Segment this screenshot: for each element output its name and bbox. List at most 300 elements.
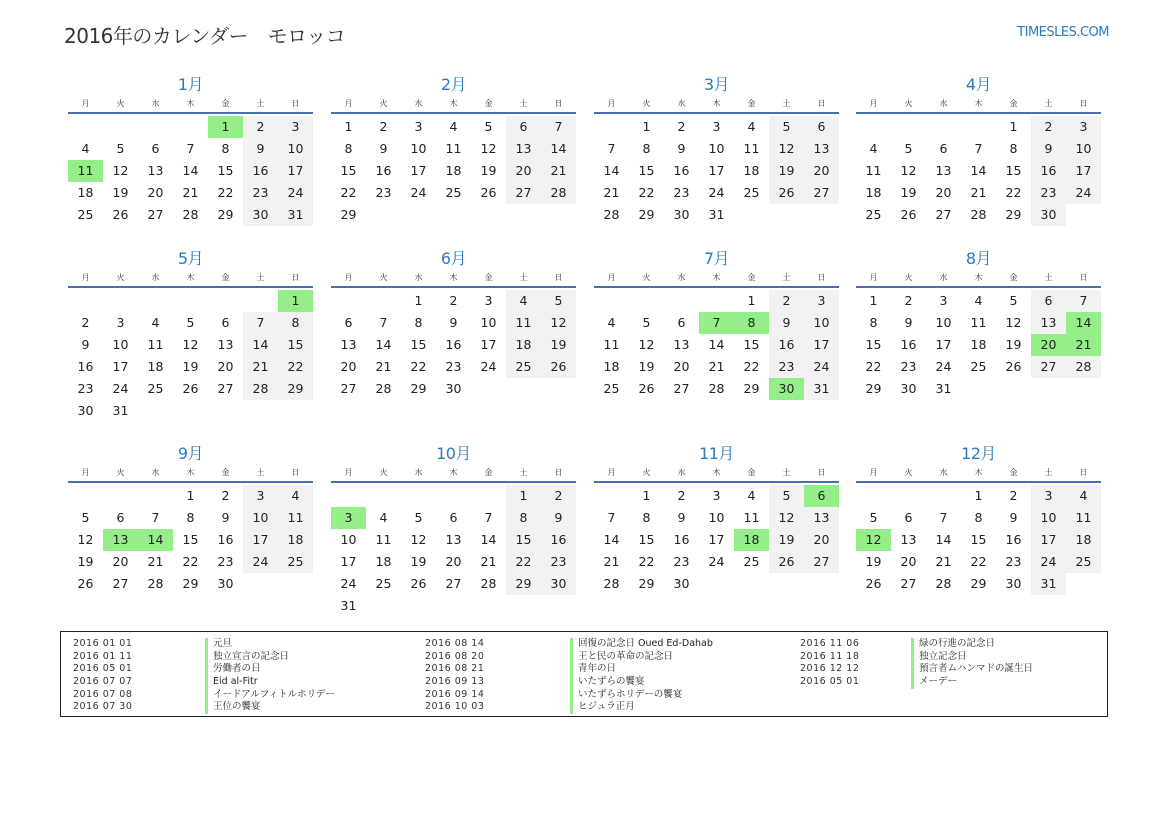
holiday-day-cell: 3 xyxy=(331,507,366,529)
weekend-day-cell: 27 xyxy=(1031,356,1066,378)
week-row xyxy=(856,356,1101,378)
day-cell: 29 xyxy=(865,381,882,396)
holiday-day-cell: 8 xyxy=(734,312,769,334)
day-cell: 12 xyxy=(480,141,497,156)
weekend-day-cell: 2 xyxy=(541,485,576,507)
empty-day-cell xyxy=(401,204,436,226)
day-cell: 20 xyxy=(900,554,917,569)
day-cell: 4 xyxy=(81,141,90,156)
empty-day-cell xyxy=(1066,204,1101,226)
weekday-header xyxy=(68,270,313,288)
day-cell: 16 xyxy=(900,337,917,352)
holiday-day-cell: 11 xyxy=(68,160,103,182)
empty-day-cell xyxy=(68,290,103,312)
empty-day-cell xyxy=(506,204,541,226)
week-row xyxy=(594,485,839,507)
day-cell: 4 xyxy=(607,315,616,330)
empty-day-cell xyxy=(138,400,173,422)
day-cell: 27 xyxy=(935,207,952,222)
day-cell: 17 xyxy=(708,163,725,178)
week-row xyxy=(856,182,1101,204)
weekday-label: 月 xyxy=(607,98,616,108)
day-cell: 6 xyxy=(449,510,458,525)
weekday-label: 月 xyxy=(869,467,878,477)
weekend-day-cell: 23 xyxy=(541,551,576,573)
weekday-label: 金 xyxy=(747,272,756,282)
weekend-day-cell: 11 xyxy=(1066,507,1101,529)
day-cell: 28 xyxy=(970,207,987,222)
day-cell: 29 xyxy=(182,576,199,591)
day-cell: 21 xyxy=(970,185,987,200)
weekday-header xyxy=(856,96,1101,114)
weekend-day-cell: 11 xyxy=(278,507,313,529)
weekday-label: 金 xyxy=(221,98,230,108)
holiday-date: 2016 09 13 xyxy=(425,676,485,688)
empty-day-cell xyxy=(436,595,471,617)
day-cell: 14 xyxy=(603,163,620,178)
day-cell: 9 xyxy=(677,510,686,525)
day-cell: 23 xyxy=(217,554,234,569)
empty-day-cell xyxy=(208,290,243,312)
weekday-label: 木 xyxy=(974,272,983,282)
empty-day-cell xyxy=(1031,378,1066,400)
empty-day-cell xyxy=(243,573,278,595)
day-cell: 19 xyxy=(77,554,94,569)
empty-day-cell xyxy=(366,290,401,312)
week-row xyxy=(594,160,839,182)
holiday-date: 2016 11 06 xyxy=(800,638,860,649)
weekend-day-cell: 19 xyxy=(769,160,804,182)
weekday-label: 月 xyxy=(81,467,90,477)
day-cell: 9 xyxy=(81,337,90,352)
day-cell: 1 xyxy=(642,119,651,134)
day-cell: 6 xyxy=(677,315,686,330)
day-cell: 8 xyxy=(1009,141,1018,156)
weekend-day-cell: 24 xyxy=(804,356,839,378)
day-cell: 27 xyxy=(217,381,234,396)
week-row xyxy=(331,204,576,226)
day-cell: 7 xyxy=(939,510,948,525)
day-cell: 25 xyxy=(865,207,882,222)
week-row xyxy=(856,204,1101,226)
weekday-label: 土 xyxy=(782,98,791,108)
empty-day-cell xyxy=(471,485,506,507)
week-row xyxy=(856,507,1101,529)
weekday-label: 木 xyxy=(449,467,458,477)
day-cell: 30 xyxy=(445,381,462,396)
holiday-date: 2016 07 07 xyxy=(73,676,133,688)
day-cell: 20 xyxy=(673,359,690,374)
weekend-day-cell: 9 xyxy=(769,312,804,334)
empty-day-cell xyxy=(629,290,664,312)
weekend-day-cell: 26 xyxy=(769,551,804,573)
day-cell: 19 xyxy=(480,163,497,178)
weekday-header xyxy=(856,465,1101,483)
weekend-day-cell: 15 xyxy=(278,334,313,356)
day-cell: 16 xyxy=(217,532,234,547)
weekday-label: 水 xyxy=(939,467,948,477)
weekday-label: 土 xyxy=(1044,98,1053,108)
weekend-day-cell: 27 xyxy=(804,182,839,204)
day-cell: 14 xyxy=(375,337,392,352)
day-cell: 11 xyxy=(375,532,392,547)
day-cell: 26 xyxy=(410,576,427,591)
weekday-label: 水 xyxy=(677,98,686,108)
day-cell: 9 xyxy=(677,141,686,156)
day-cell: 29 xyxy=(410,381,427,396)
day-cell: 28 xyxy=(480,576,497,591)
weekend-day-cell: 29 xyxy=(278,378,313,400)
weekday-header xyxy=(68,465,313,483)
empty-day-cell xyxy=(961,116,996,138)
day-cell: 8 xyxy=(642,141,651,156)
day-cell: 12 xyxy=(638,337,655,352)
holiday-day-cell: 6 xyxy=(804,485,839,507)
day-cell: 14 xyxy=(935,532,952,547)
weekend-day-cell: 3 xyxy=(1031,485,1066,507)
day-cell: 12 xyxy=(1005,315,1022,330)
month-name: 5月 xyxy=(177,249,204,268)
empty-day-cell xyxy=(664,290,699,312)
weekend-day-cell: 4 xyxy=(506,290,541,312)
week-row xyxy=(594,573,839,595)
day-cell: 19 xyxy=(410,554,427,569)
day-cell: 27 xyxy=(445,576,462,591)
weekend-day-cell: 17 xyxy=(243,529,278,551)
day-cell: 9 xyxy=(221,510,230,525)
week-row xyxy=(331,116,576,138)
day-cell: 26 xyxy=(865,576,882,591)
empty-day-cell xyxy=(243,400,278,422)
day-cell: 31 xyxy=(340,598,357,613)
month-name: 7月 xyxy=(703,249,730,268)
weekday-label: 土 xyxy=(1044,467,1053,477)
week-row xyxy=(331,529,576,551)
week-row xyxy=(68,507,313,529)
weekend-day-cell: 7 xyxy=(1066,290,1101,312)
day-cell: 1 xyxy=(186,488,195,503)
day-cell: 18 xyxy=(77,185,94,200)
month-calendar xyxy=(856,443,1101,595)
day-cell: 21 xyxy=(603,185,620,200)
week-row xyxy=(856,160,1101,182)
day-cell: 20 xyxy=(147,185,164,200)
day-cell: 16 xyxy=(375,163,392,178)
weekday-label: 火 xyxy=(904,467,913,477)
day-cell: 27 xyxy=(673,381,690,396)
weekend-day-cell: 22 xyxy=(506,551,541,573)
weekend-day-cell: 29 xyxy=(506,573,541,595)
day-cell: 22 xyxy=(340,185,357,200)
day-cell: 2 xyxy=(904,293,913,308)
weekday-label: 水 xyxy=(151,98,160,108)
day-cell: 20 xyxy=(217,359,234,374)
holiday-day-cell: 20 xyxy=(1031,334,1066,356)
weekend-day-cell: 5 xyxy=(769,116,804,138)
holiday-name: Eid al-Fitr xyxy=(205,676,258,689)
empty-day-cell xyxy=(331,290,366,312)
weekend-day-cell: 14 xyxy=(243,334,278,356)
day-cell: 13 xyxy=(935,163,952,178)
day-cell: 24 xyxy=(708,554,725,569)
weekend-day-cell: 10 xyxy=(1066,138,1101,160)
weekday-label: 月 xyxy=(607,467,616,477)
day-cell: 3 xyxy=(414,119,423,134)
day-cell: 26 xyxy=(77,576,94,591)
weekend-day-cell: 25 xyxy=(506,356,541,378)
weekday-header xyxy=(594,465,839,483)
month-name: 1月 xyxy=(177,75,204,94)
weekday-label: 日 xyxy=(554,272,563,282)
holiday-date: 2016 07 30 xyxy=(73,701,133,713)
empty-day-cell xyxy=(1066,378,1101,400)
day-cell: 29 xyxy=(340,207,357,222)
day-cell: 5 xyxy=(484,119,493,134)
empty-day-cell xyxy=(734,204,769,226)
holiday-name: 労働者の日 xyxy=(205,663,261,676)
day-cell: 7 xyxy=(607,510,616,525)
month-calendar xyxy=(331,443,576,617)
weekday-label: 木 xyxy=(449,98,458,108)
day-cell: 1 xyxy=(1009,119,1018,134)
month-calendar xyxy=(331,248,576,400)
month-calendar xyxy=(68,248,313,422)
empty-day-cell xyxy=(436,204,471,226)
day-cell: 16 xyxy=(673,163,690,178)
weekday-label: 月 xyxy=(81,98,90,108)
day-cell: 25 xyxy=(147,381,164,396)
day-cell: 7 xyxy=(151,510,160,525)
weekday-label: 金 xyxy=(221,467,230,477)
day-cell: 21 xyxy=(480,554,497,569)
weekend-day-cell: 23 xyxy=(769,356,804,378)
week-row xyxy=(856,334,1101,356)
empty-day-cell xyxy=(804,204,839,226)
weekend-day-cell: 21 xyxy=(541,160,576,182)
holiday-name: 元旦 xyxy=(205,638,232,651)
day-cell: 22 xyxy=(970,554,987,569)
week-row xyxy=(594,529,839,551)
weekend-day-cell: 8 xyxy=(506,507,541,529)
day-cell: 5 xyxy=(186,315,195,330)
day-cell: 10 xyxy=(480,315,497,330)
day-cell: 2 xyxy=(677,119,686,134)
holiday-date: 2016 11 18 xyxy=(800,650,860,662)
empty-day-cell xyxy=(103,290,138,312)
day-cell: 19 xyxy=(638,359,655,374)
day-cell: 11 xyxy=(743,510,760,525)
week-row xyxy=(856,116,1101,138)
day-cell: 22 xyxy=(638,554,655,569)
week-row xyxy=(68,312,313,334)
month-name: 3月 xyxy=(703,75,730,94)
weekend-day-cell: 31 xyxy=(278,204,313,226)
empty-day-cell xyxy=(506,595,541,617)
month-calendar xyxy=(68,443,313,595)
month-name: 11月 xyxy=(699,444,734,463)
day-cell: 15 xyxy=(410,337,427,352)
weekday-label: 木 xyxy=(974,467,983,477)
day-cell: 12 xyxy=(112,163,129,178)
day-cell: 25 xyxy=(970,359,987,374)
day-cell: 8 xyxy=(186,510,195,525)
day-cell: 17 xyxy=(410,163,427,178)
day-cell: 15 xyxy=(340,163,357,178)
weekend-day-cell: 28 xyxy=(1066,356,1101,378)
empty-day-cell xyxy=(471,378,506,400)
day-cell: 11 xyxy=(147,337,164,352)
weekend-day-cell: 12 xyxy=(769,138,804,160)
month-name: 2月 xyxy=(440,75,467,94)
day-cell: 15 xyxy=(638,532,655,547)
week-row xyxy=(331,595,576,617)
day-cell: 19 xyxy=(112,185,129,200)
weekday-label: 土 xyxy=(256,272,265,282)
day-cell: 6 xyxy=(116,510,125,525)
weekend-day-cell: 10 xyxy=(1031,507,1066,529)
page-title: 2016年のカレンダー モロッコ xyxy=(64,24,346,48)
empty-day-cell xyxy=(699,290,734,312)
weekday-label: 水 xyxy=(151,467,160,477)
weekday-label: 日 xyxy=(291,467,300,477)
weekend-day-cell: 30 xyxy=(541,573,576,595)
weekday-label: 木 xyxy=(712,272,721,282)
day-cell: 29 xyxy=(743,381,760,396)
empty-day-cell xyxy=(699,573,734,595)
week-row xyxy=(331,138,576,160)
day-cell: 15 xyxy=(743,337,760,352)
day-cell: 7 xyxy=(484,510,493,525)
day-cell: 6 xyxy=(344,315,353,330)
day-cell: 22 xyxy=(743,359,760,374)
weekend-day-cell: 4 xyxy=(278,485,313,507)
day-cell: 17 xyxy=(935,337,952,352)
day-cell: 29 xyxy=(638,207,655,222)
day-cell: 26 xyxy=(182,381,199,396)
day-cell: 27 xyxy=(147,207,164,222)
holiday-name: 独立記念日 xyxy=(911,651,967,664)
day-cell: 25 xyxy=(445,185,462,200)
day-cell: 17 xyxy=(340,554,357,569)
holiday-date: 2016 08 20 xyxy=(425,650,485,662)
weekday-label: 金 xyxy=(747,467,756,477)
weekend-day-cell: 17 xyxy=(1066,160,1101,182)
day-cell: 25 xyxy=(743,554,760,569)
month-name: 12月 xyxy=(961,444,996,463)
day-cell: 15 xyxy=(865,337,882,352)
empty-day-cell xyxy=(366,595,401,617)
day-cell: 8 xyxy=(642,510,651,525)
day-cell: 18 xyxy=(147,359,164,374)
holiday-name: 預言者ムハンマドの誕生日 xyxy=(911,663,1033,676)
day-cell: 31 xyxy=(708,207,725,222)
month-name: 4月 xyxy=(965,75,992,94)
day-cell: 16 xyxy=(445,337,462,352)
empty-day-cell xyxy=(103,116,138,138)
holiday-day-cell: 1 xyxy=(208,116,243,138)
day-cell: 29 xyxy=(217,207,234,222)
empty-day-cell xyxy=(278,573,313,595)
week-row xyxy=(594,290,839,312)
weekday-label: 水 xyxy=(677,467,686,477)
day-cell: 25 xyxy=(77,207,94,222)
day-cell: 13 xyxy=(900,532,917,547)
day-cell: 4 xyxy=(449,119,458,134)
weekday-label: 日 xyxy=(1079,467,1088,477)
holiday-name: 王と民の革命の記念日 xyxy=(570,651,673,664)
day-cell: 6 xyxy=(151,141,160,156)
day-cell: 21 xyxy=(147,554,164,569)
weekend-day-cell: 10 xyxy=(278,138,313,160)
day-cell: 2 xyxy=(221,488,230,503)
holiday-name: 緑の行進の記念日 xyxy=(911,638,995,651)
day-cell: 12 xyxy=(410,532,427,547)
day-cell: 30 xyxy=(673,207,690,222)
weekend-day-cell: 13 xyxy=(804,507,839,529)
day-cell: 24 xyxy=(410,185,427,200)
holiday-date: 2016 01 01 xyxy=(73,638,133,649)
day-cell: 24 xyxy=(340,576,357,591)
weekend-day-cell: 5 xyxy=(541,290,576,312)
empty-day-cell xyxy=(594,485,629,507)
empty-day-cell xyxy=(138,290,173,312)
day-cell: 28 xyxy=(708,381,725,396)
day-cell: 3 xyxy=(712,488,721,503)
day-cell: 1 xyxy=(974,488,983,503)
site-link[interactable]: TIMESLES.COM xyxy=(1017,25,1109,40)
holiday-date: 2016 05 01 xyxy=(800,676,860,688)
weekend-day-cell: 2 xyxy=(1031,116,1066,138)
day-cell: 4 xyxy=(869,141,878,156)
weekend-day-cell: 14 xyxy=(541,138,576,160)
weekend-day-cell: 24 xyxy=(1031,551,1066,573)
day-cell: 9 xyxy=(904,315,913,330)
weekday-label: 月 xyxy=(344,467,353,477)
day-cell: 29 xyxy=(1005,207,1022,222)
weekend-day-cell: 25 xyxy=(1066,551,1101,573)
weekday-label: 木 xyxy=(974,98,983,108)
day-cell: 8 xyxy=(221,141,230,156)
weekend-day-cell: 20 xyxy=(804,160,839,182)
day-cell: 3 xyxy=(484,293,493,308)
day-cell: 21 xyxy=(603,554,620,569)
day-cell: 12 xyxy=(900,163,917,178)
weekday-label: 月 xyxy=(869,98,878,108)
week-row xyxy=(594,182,839,204)
holiday-date: 2016 10 03 xyxy=(425,701,485,713)
day-cell: 16 xyxy=(77,359,94,374)
week-row xyxy=(68,356,313,378)
day-cell: 3 xyxy=(116,315,125,330)
weekday-label: 日 xyxy=(291,98,300,108)
weekend-day-cell: 6 xyxy=(506,116,541,138)
weekend-day-cell: 15 xyxy=(506,529,541,551)
week-row xyxy=(331,160,576,182)
empty-day-cell xyxy=(856,116,891,138)
empty-day-cell xyxy=(594,290,629,312)
weekday-label: 土 xyxy=(256,98,265,108)
holiday-name: いたずらの饗宴 xyxy=(570,676,645,689)
empty-day-cell xyxy=(506,378,541,400)
holiday-date: 2016 05 01 xyxy=(73,663,133,675)
week-row xyxy=(594,204,839,226)
month-calendar xyxy=(68,74,313,226)
weekday-label: 木 xyxy=(186,467,195,477)
weekend-day-cell: 30 xyxy=(243,204,278,226)
week-row xyxy=(68,290,313,312)
empty-day-cell xyxy=(961,378,996,400)
weekend-day-cell: 23 xyxy=(1031,182,1066,204)
